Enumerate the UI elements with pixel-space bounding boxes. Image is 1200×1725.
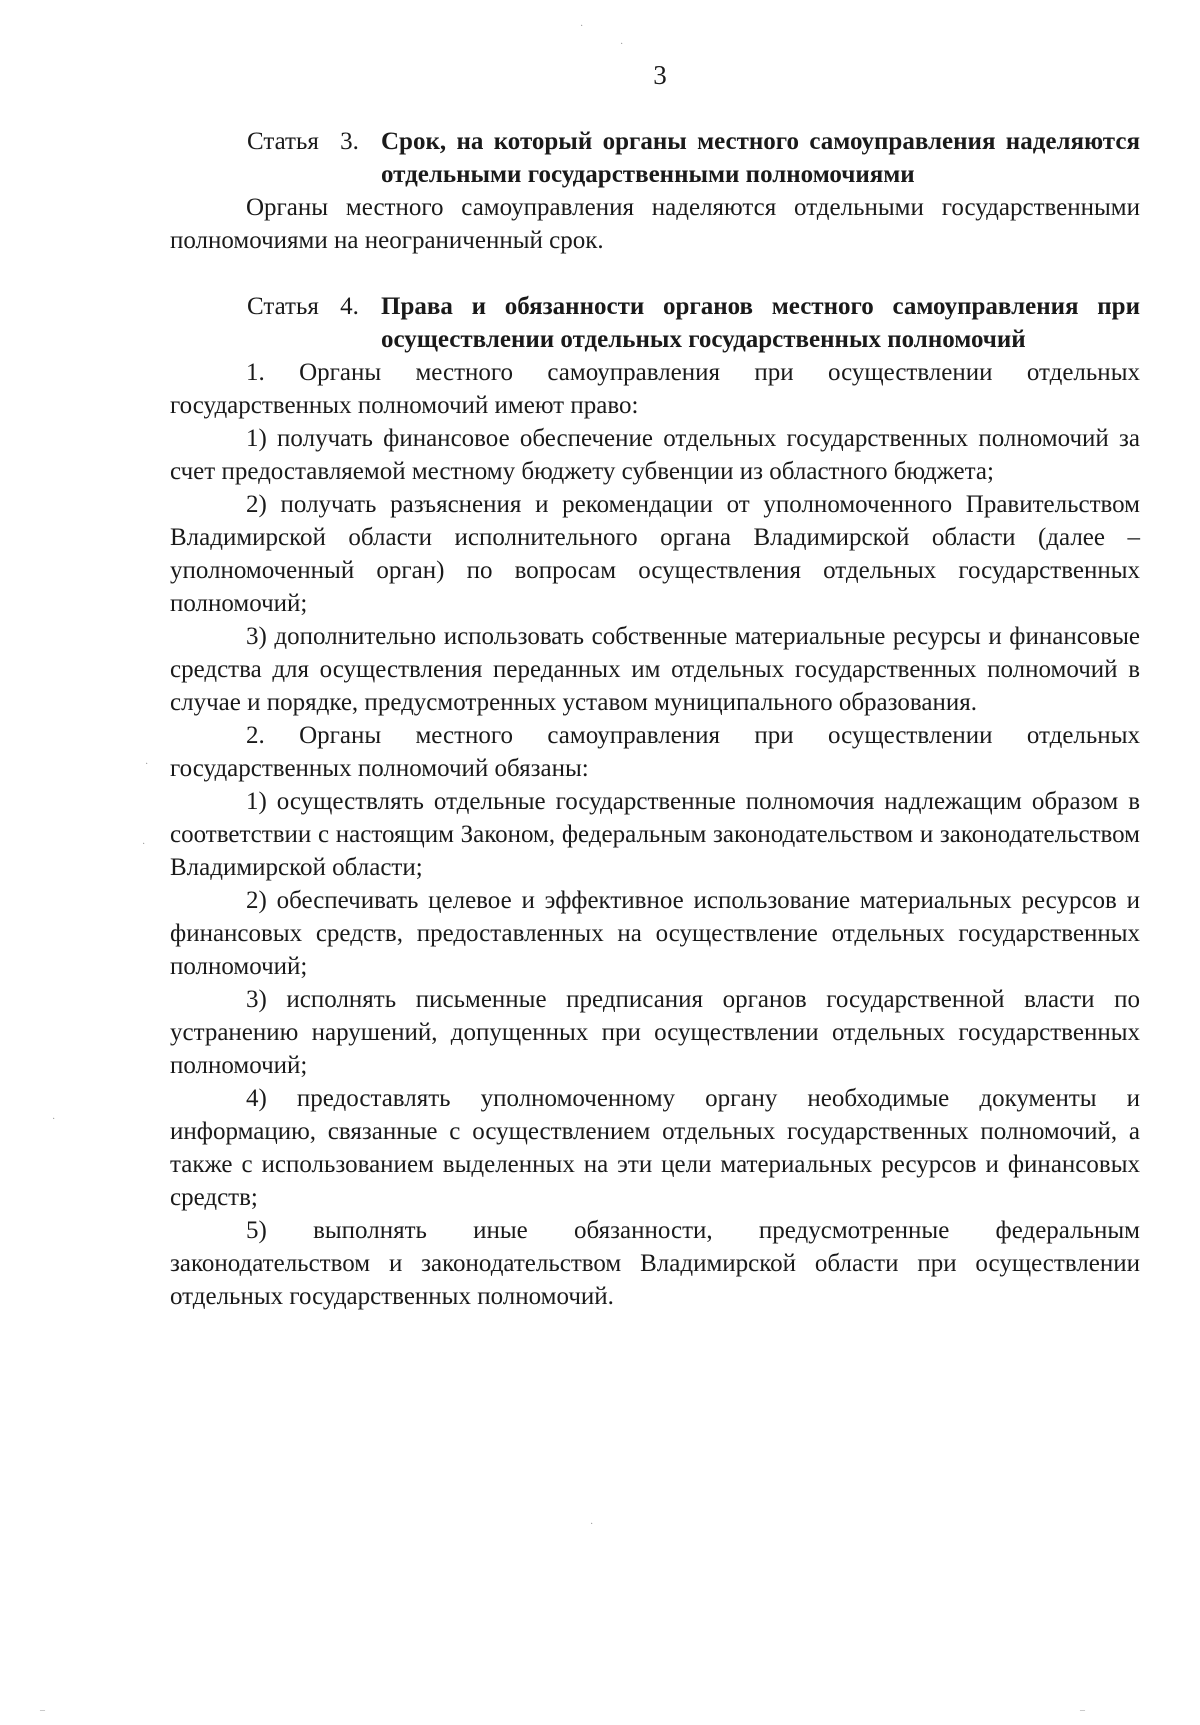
article-label-word: Статья	[247, 128, 319, 155]
paragraph-duty-2: 2) обеспечивать целевое и эффективное использование материальных ресурсов и финансовых средств, предоставленных на осуществление отдельных государственных полномочий;	[170, 887, 1140, 980]
page-number: 3	[653, 60, 667, 90]
section-gap	[170, 257, 1140, 290]
scan-speck: ·	[580, 21, 584, 32]
scan-speck: –	[40, 1705, 45, 1716]
paragraph-right-2: 2) получать разъяснения и рекомендации от уполномоченного Правительством Владимирской области исполнительного органа Владимирской области (далее – уполномоченный орган) по вопросам осуществления отдельных государственных полномочий;	[170, 491, 1140, 617]
article-3-title: Срок, на который органы местного самоуправления наделяются отдельными государственными полномочиями	[381, 128, 1140, 188]
paragraph-duty-4: 4) предоставлять уполномоченному органу необходимые документы и информацию, связанные с осуществлением отдельных государственных полномочий, а также с использованием выделенных на эти цели материальных ресурсов и финансовых средств;	[170, 1085, 1140, 1211]
scan-speck: ·	[145, 759, 149, 770]
article-number: 3.	[340, 128, 359, 155]
article-3-heading	[170, 125, 1140, 191]
paragraph-duty-3: 3) исполнять письменные предписания органов государственной власти по устранению нарушений, допущенных при осуществлении отдельных государственных полномочий;	[170, 986, 1140, 1079]
article-4-heading	[170, 290, 1140, 356]
scan-speck: –	[1080, 1705, 1085, 1716]
paragraph-duty-5: 5) выполнять иные обязанности, предусмотренные федеральным законодательством и законодательством Владимирской области при осуществлении отдельных государственных полномочий.	[170, 1217, 1140, 1310]
article-number: 4.	[340, 293, 359, 320]
article-label-word: Статья	[247, 293, 319, 320]
article-4-label	[170, 290, 375, 323]
scan-speck: ·	[52, 1114, 56, 1125]
article-3-label	[170, 125, 375, 158]
scan-speck: ·	[620, 39, 624, 50]
document-body	[170, 125, 1140, 1313]
scan-speck: ·	[142, 839, 146, 850]
paragraph-right-3: 3) дополнительно использовать собственные материальные ресурсы и финансовые средства для осуществления переданных им отдельных государственных полномочий в случае и порядке, предусмотренных уставом муниципального образования.	[170, 623, 1140, 716]
paragraph-rights-intro: 1. Органы местного самоуправления при осуществлении отдельных государственных полномочий имеют право:	[170, 359, 1140, 419]
scan-speck: ·	[590, 1519, 594, 1530]
paragraph-right-1: 1) получать финансовое обеспечение отдельных государственных полномочий за счет предоставляемой местному бюджету субвенции из областного бюджета;	[170, 425, 1140, 485]
article-4-title: Права и обязанности органов местного самоуправления при осуществлении отдельных государственных полномочий	[381, 293, 1140, 353]
paragraph-duties-intro: 2. Органы местного самоуправления при осуществлении отдельных государственных полномочий обязаны:	[170, 722, 1140, 782]
paragraph-duty-1: 1) осуществлять отдельные государственные полномочия надлежащим образом в соответствии с настоящим Законом, федеральным законодательством и законодательством Владимирской области;	[170, 788, 1140, 881]
article-3-paragraph: Органы местного самоуправления наделяются отдельными государственными полномочиями на неограниченный срок.	[170, 194, 1140, 254]
